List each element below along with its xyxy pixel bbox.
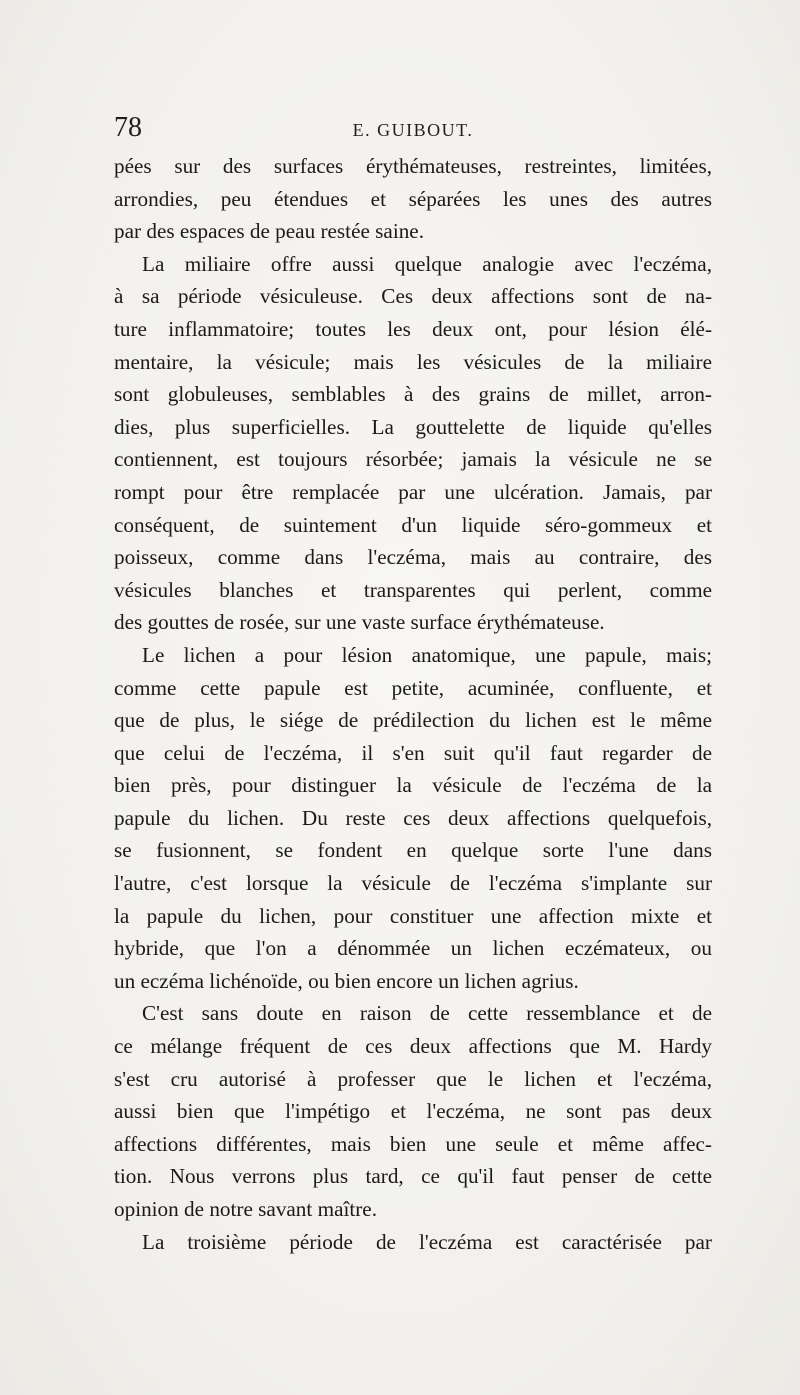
page-header: [114, 112, 712, 144]
text-line: La miliaire offre aussi quelque analogie avec l'eczéma,: [142, 251, 712, 276]
text-line: ce mélange fréquent de ces deux affections que M. Hardy: [114, 1034, 712, 1059]
text-line: sont globuleuses, semblables à des grains de millet, arron-: [114, 382, 712, 407]
text-line: mentaire, la vésicule; mais les vésicules de la miliaire: [114, 349, 712, 374]
text-line: que celui de l'eczéma, il s'en suit qu'il faut regarder de: [114, 740, 712, 765]
text-line: se fusionnent, se fondent en quelque sorte l'une dans: [114, 838, 712, 863]
text-line: des gouttes de rosée, sur une vaste surface érythémateuse.: [114, 610, 605, 635]
text-line: pées sur des surfaces érythémateuses, restreintes, limitées,: [114, 154, 712, 178]
text-line: conséquent, de suintement d'un liquide séro-gommeux et: [114, 512, 712, 537]
page-number: 78: [114, 112, 142, 143]
text-line: poisseux, comme dans l'eczéma, mais au contraire, des: [114, 545, 712, 570]
text-line: opinion de notre savant maître.: [114, 1197, 378, 1221]
text-line: La troisième période de l'eczéma est caractérisée par: [142, 1229, 712, 1254]
text-line: papule du lichen. Du reste ces deux affections quelquefois,: [114, 805, 712, 830]
text-line: affections différentes, mais bien une seule et même affec-: [114, 1131, 712, 1156]
text-line: hybride, que l'on a dénommée un lichen eczémateux, ou: [114, 936, 712, 961]
text-line: tion. Nous verrons plus tard, ce qu'il faut penser de cette: [114, 1164, 712, 1189]
text-line: par des espaces de peau restée saine.: [114, 219, 425, 244]
text-line: ture inflammatoire; toutes les deux ont, pour lésion élé-: [114, 316, 712, 341]
text-line: que de plus, le siége de prédilection du lichen est le même: [114, 708, 712, 733]
text-line: s'est cru autorisé à professer que le lichen et l'eczéma,: [114, 1066, 712, 1091]
text-line: un eczéma lichénoïde, ou bien encore un lichen agrius.: [114, 968, 579, 993]
text-line: bien près, pour distinguer la vésicule de l'eczéma de la: [114, 773, 712, 798]
text-line: Le lichen a pour lésion anatomique, une papule, mais;: [142, 642, 712, 667]
running-head: E. GUIBOUT.: [352, 120, 474, 140]
body-text: [114, 150, 712, 1258]
text-line: C'est sans doute en raison de cette ressemblance et de: [142, 1001, 712, 1026]
text-line: l'autre, c'est lorsque la vésicule de l'eczéma s'implante sur: [114, 871, 712, 896]
text-line: arrondies, peu étendues et séparées les unes des autres: [114, 186, 712, 211]
text-line: rompt pour être remplacée par une ulcération. Jamais, par: [114, 479, 712, 504]
text-line: dies, plus superficielles. La gouttelette de liquide qu'elles: [114, 414, 712, 439]
text-line: la papule du lichen, pour constituer une affection mixte et: [114, 903, 712, 928]
text-line: comme cette papule est petite, acuminée, confluente, et: [114, 675, 712, 700]
text-line: aussi bien que l'impétigo et l'eczéma, ne sont pas deux: [114, 1099, 712, 1124]
text-line: contiennent, est toujours résorbée; jamais la vésicule ne se: [114, 447, 712, 472]
text-line: à sa période vésiculeuse. Ces deux affections sont de na-: [114, 284, 712, 309]
text-line: vésicules blanches et transparentes qui perlent, comme: [114, 577, 712, 602]
